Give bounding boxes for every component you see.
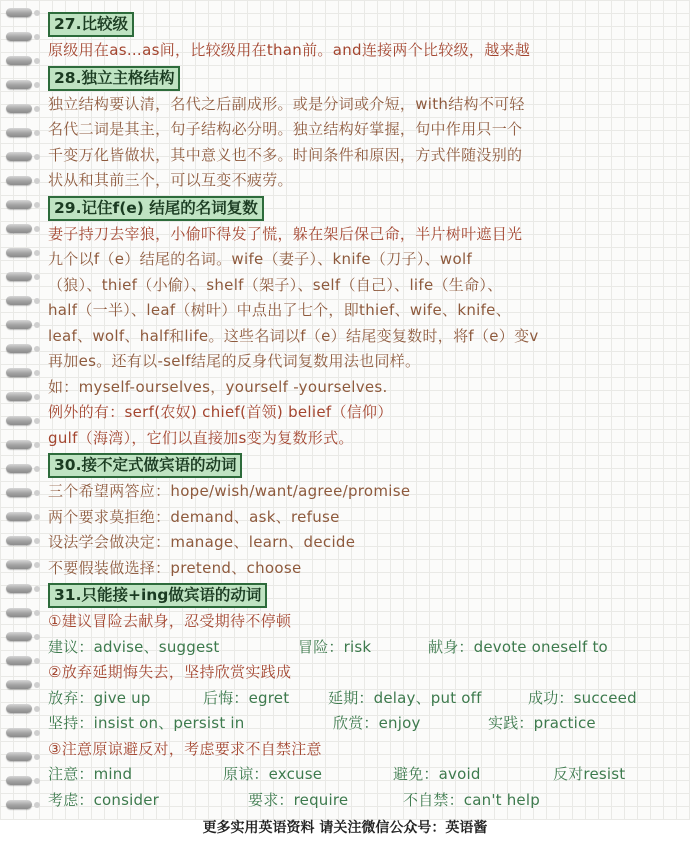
section-28-line-4: 状从和其前三个，可以互变不疲劳。: [48, 171, 293, 189]
binding-ring: [6, 416, 32, 425]
binding-ring: [6, 776, 32, 785]
binding-ring: [6, 512, 32, 521]
binding-ring: [6, 248, 32, 257]
section-31-group-3-row-1: [48, 762, 684, 788]
binding-ring: [6, 296, 32, 305]
section-27-line-1: 原级用在as…as间，比较级用在than前。and连接两个比较级，越来越: [48, 41, 531, 59]
binding-ring: [6, 800, 32, 809]
verb-pair: 献身：devote oneself to: [428, 637, 608, 656]
binding-ring: [6, 224, 32, 233]
footer-caption: 更多实用英语资料 请关注微信公众号：英语酱: [202, 820, 488, 836]
section-28-line-3: 千变万化皆做状，其中意义也不多。时间条件和原因，方式伴随没别的: [48, 145, 523, 164]
section-31-group-2-title: ②放弃延期悔失去，坚持欣赏实践成: [48, 663, 292, 681]
verb-pair: 后悔：egret: [203, 688, 290, 707]
verb-pair: 不自禁：can't help: [403, 790, 540, 809]
verb-pair: 欣赏：enjoy: [333, 714, 421, 732]
binding-ring: [6, 560, 32, 569]
binding-ring: [6, 704, 32, 713]
spiral-binding: [0, 0, 40, 820]
section-29-line-8: 例外的有：serf(农奴) chief(首领) belief（信仰）: [48, 403, 393, 421]
verb-pair: 放弃：give up: [48, 688, 151, 707]
verb-pair: 冒险：risk: [298, 637, 372, 656]
verb-pair: 避免：avoid: [393, 765, 481, 783]
verb-pair: 考虑：consider: [48, 790, 160, 809]
section-29-line-9: gulf（海湾），它们以直接加s变为复数形式。: [48, 428, 354, 447]
section-30-line-4: 不要假装做选择：pretend、choose: [48, 558, 302, 577]
verb-pair: 要求：require: [248, 790, 349, 809]
verb-pair: 延期：delay、put off: [328, 688, 482, 707]
section-heading-27: 27.比较级: [48, 12, 134, 37]
binding-ring: [6, 656, 32, 665]
binding-ring: [6, 80, 32, 89]
binding-ring: [6, 368, 32, 377]
section-28-line-1: 独立结构要认清，名代之后副成形。或是分词或介短，with结构不可轻: [48, 94, 525, 113]
binding-ring: [6, 56, 32, 65]
binding-ring: [6, 536, 32, 545]
binding-ring: [6, 728, 32, 737]
binding-ring: [6, 752, 32, 761]
section-31-group-2-row-1: [48, 686, 684, 712]
verb-pair: 成功：succeed: [528, 688, 637, 707]
binding-ring: [6, 680, 32, 689]
section-29-line-1: 妻子持刀去宰狼，小偷吓得发了慌，躲在架后保己命，半片树叶遮目光: [48, 224, 523, 243]
section-29-line-5: leaf、wolf、half和life。这些名词以f（e）结尾变复数时，将f（e）变v: [48, 326, 539, 345]
section-29-line-2: 九个以f（e）结尾的名词。wife（妻子）、knife（刀子）、wolf: [48, 250, 473, 268]
section-29-line-3: （狼）、thief（小偷）、shelf（架子）、self（自己）、life（生命）、: [48, 275, 503, 294]
binding-ring: [6, 632, 32, 641]
section-29-line-7: 如：myself-ourselves，yourself -yourselves.: [48, 377, 388, 396]
binding-ring: [6, 8, 32, 17]
verb-pair: 实践：practice: [488, 714, 596, 732]
section-30-line-3: 设法学会做决定：manage、learn、decide: [48, 533, 356, 551]
section-heading-30: 30.接不定式做宾语的动词: [48, 453, 242, 478]
section-31-group-1-title: ①建议冒险去献身，忍受期待不停顿: [48, 612, 292, 630]
verb-pair: 坚持：insist on、persist in: [48, 714, 245, 732]
binding-ring: [6, 344, 32, 353]
binding-ring: [6, 200, 32, 209]
binding-ring: [6, 32, 32, 41]
section-heading-28: 28.独立主格结构: [48, 66, 180, 91]
binding-ring: [6, 464, 32, 473]
binding-ring: [6, 272, 32, 281]
binding-ring: [6, 488, 32, 497]
section-28-line-2: 名代二词是其主，句子结构必分明。独立结构好掌握，句中作用只一个: [48, 120, 523, 138]
section-29-line-6: 再加es。还有以-self结尾的反身代词复数用法也同样。: [48, 352, 421, 370]
section-30-line-2: 两个要求莫拒绝：demand、ask、refuse: [48, 507, 340, 526]
binding-ring: [6, 440, 32, 449]
verb-pair: 建议：advise、suggest: [48, 637, 220, 656]
binding-ring: [6, 152, 32, 161]
notes-content: [48, 10, 684, 813]
section-31-group-2-row-2: [48, 711, 684, 737]
section-29-line-4: half（一半）、leaf（树叶）中点出了七个，即thief、wife、knife、: [48, 301, 511, 319]
section-heading-31: 31.只能接+ing做宾语的动词: [48, 583, 267, 608]
binding-ring: [6, 392, 32, 401]
binding-ring: [6, 584, 32, 593]
section-31-group-3-title: ③注意原谅避反对，考虑要求不自禁注意: [48, 739, 322, 758]
verb-pair: 反对resist: [553, 765, 626, 783]
binding-ring: [6, 320, 32, 329]
binding-ring: [6, 104, 32, 113]
binding-ring: [6, 176, 32, 185]
section-31-group-1-row: [48, 635, 684, 661]
section-30-line-1: 三个希望两答应：hope/wish/want/agree/promise: [48, 482, 411, 500]
verb-pair: 原谅：excuse: [223, 765, 323, 783]
section-31-group-3-row-2: [48, 788, 684, 814]
binding-ring: [6, 608, 32, 617]
section-heading-29: 29.记住f(e) 结尾的名词复数: [48, 196, 264, 221]
verb-pair: 注意：mind: [48, 765, 133, 783]
binding-ring: [6, 128, 32, 137]
